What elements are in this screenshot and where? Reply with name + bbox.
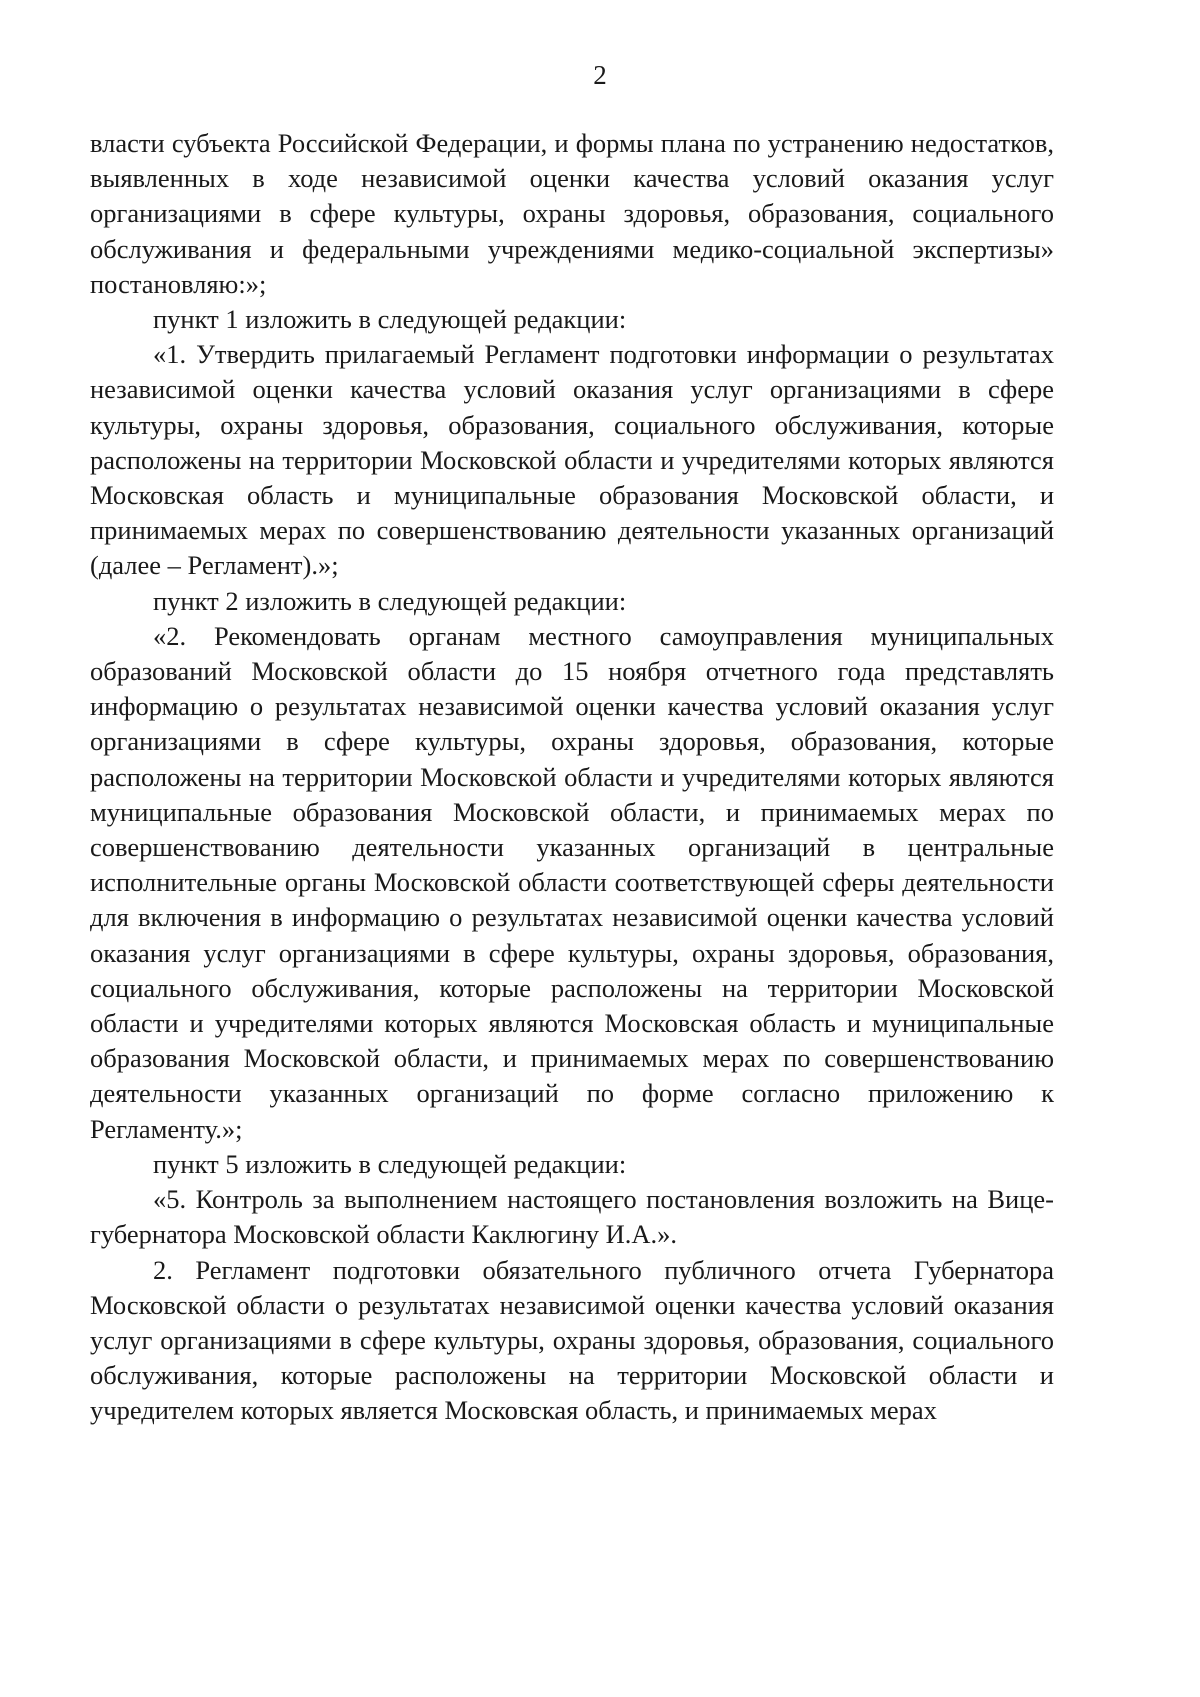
paragraph-item-1-text: «1. Утвердить прилагаемый Регламент подготовки информации о результатах независимой оценки качества условий оказания услуг организациями в сфере культуры, охраны здоровья, образования, социального обслуживания, которые расположены на территории Московской области и учредителями которых являются Московская область и муниципальные образования Московской области, и принимаемых мерах по совершенствованию деятельности указанных организаций (далее – Регламент).»; bbox=[90, 339, 1054, 581]
paragraph-section-2: 2. Регламент подготовки обязательного публичного отчета Губернатора Московской области о результатах независимой оценки качества условий оказания услуг организациями в сфере культуры, охраны здоровья, образования, социального обслуживания, которые расположены на территории Московской области и учредителем которых является Московская область, и принимаемых мерах bbox=[90, 1254, 1054, 1426]
document-body bbox=[90, 126, 1054, 1429]
page-number: 2 bbox=[593, 60, 607, 90]
paragraph-item-5-text: «5. Контроль за выполнением настоящего постановления возложить на Вице-губернатора Московской области Каклюгину И.А.». bbox=[90, 1184, 1054, 1250]
paragraph-amend-item-5: пункт 5 изложить в следующей редакции: bbox=[153, 1148, 627, 1179]
paragraph-amend-item-2: пункт 2 изложить в следующей редакции: bbox=[153, 585, 627, 616]
paragraph-amend-item-1: пункт 1 изложить в следующей редакции: bbox=[153, 304, 627, 335]
paragraph-continuation: власти субъекта Российской Федерации, и формы плана по устранению недостатков, выявленных в ходе независимой оценки качества условий оказания услуг организациями в сфере культуры, охраны здоровья, образования, социального обслуживания и федеральными учреждениями медико-социальной экспертизы» постановляю:»; bbox=[90, 128, 1054, 299]
paragraph-item-2-text: «2. Рекомендовать органам местного самоуправления муниципальных образований Московской области до 15 ноября отчетного года представлять информацию о результатах независимой оценки качества условий оказания услуг организациями в сфере культуры, охраны здоровья, образования, которые расположены на территории Московской области и учредителями которых являются муниципальные образования Московской области, и принимаемых мерах по совершенствованию деятельности указанных организаций в центральные исполнительные органы Московской области соответствующей сферы деятельности для включения в информацию о результатах независимой оценки качества условий оказания услуг организациями в сфере культуры, охраны здоровья, образования, социального обслуживания, которые расположены на территории Московской области и учредителями которых являются Московская область и муниципальные образования Московской области, и принимаемых мерах по совершенствованию деятельности указанных организаций по форме согласно приложению к Регламенту.»; bbox=[90, 620, 1054, 1144]
